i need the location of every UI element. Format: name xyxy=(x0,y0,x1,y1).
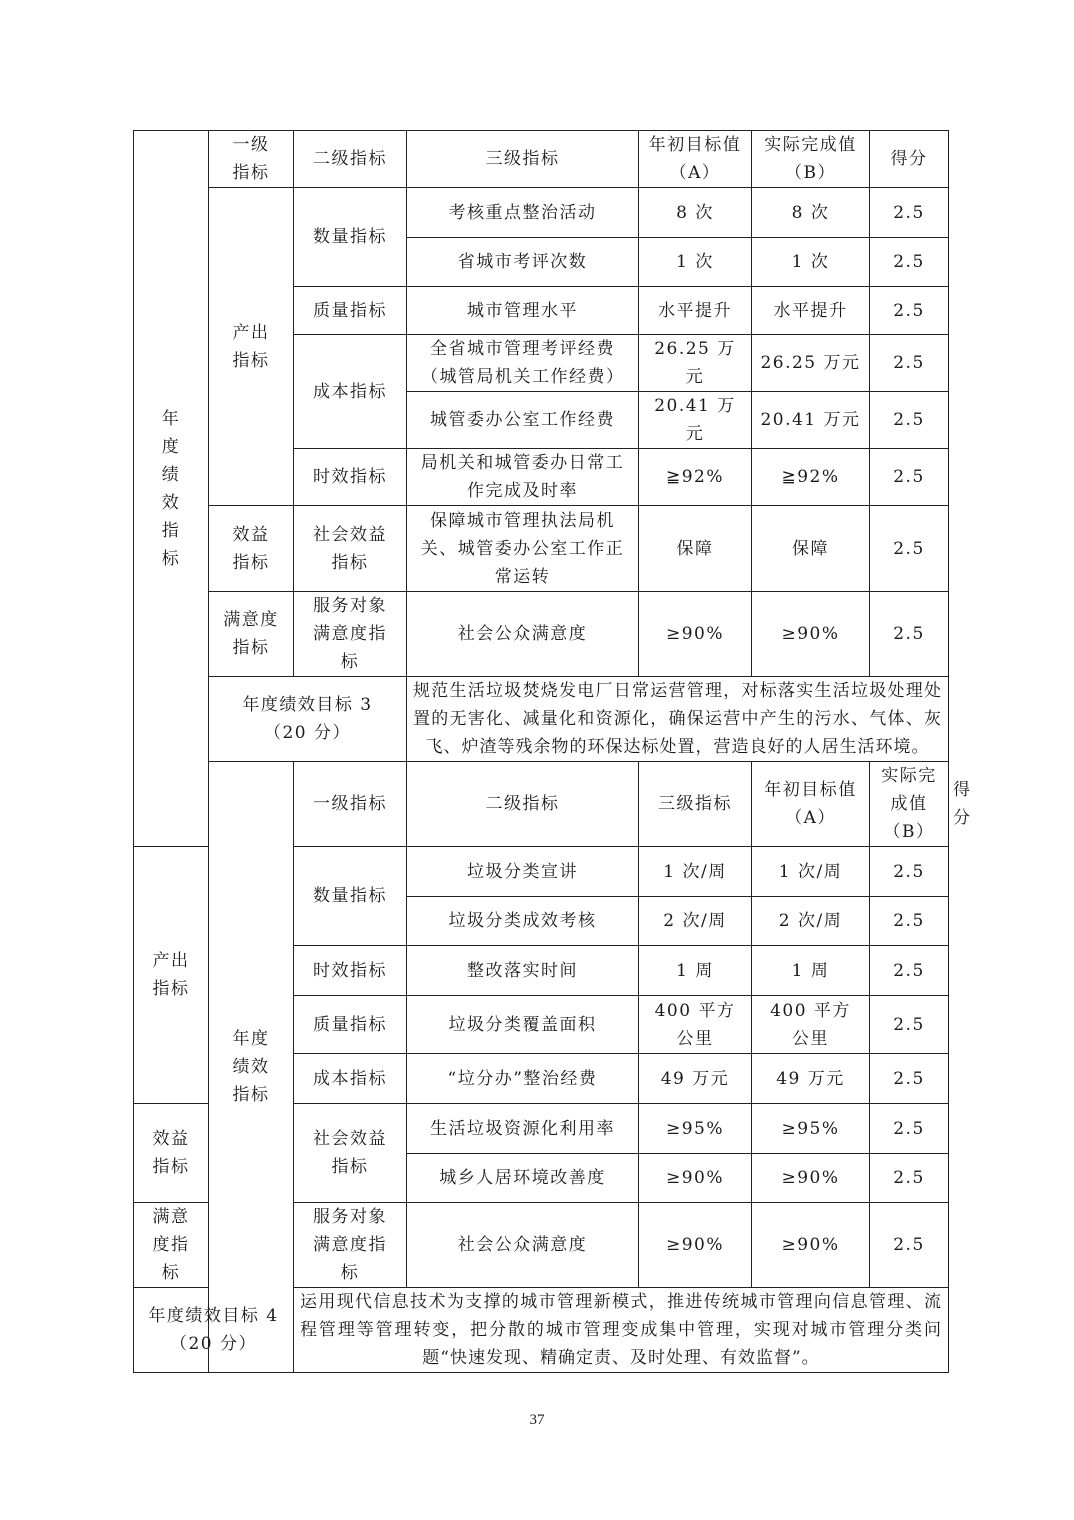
actual-cell: 2 次/周 xyxy=(752,897,870,946)
social-benefit-label: 社会效益指标 xyxy=(294,506,407,592)
service-satisfaction-label: 服务对象满意度指标 xyxy=(294,1203,407,1288)
header-actual: 实际完成值（B） xyxy=(752,131,870,188)
actual-cell: 保障 xyxy=(752,506,870,592)
score-cell: 2.5 xyxy=(870,188,949,238)
header-level3: 三级指标 xyxy=(639,762,752,847)
actual-cell: ≥90% xyxy=(752,592,870,677)
target-cell: 20.41 万元 xyxy=(639,392,752,449)
target-cell: ≧92% xyxy=(639,449,752,506)
indicator-cell: 社会公众满意度 xyxy=(407,1203,639,1288)
indicator-cell: 城市管理水平 xyxy=(407,287,639,335)
actual-cell: ≥95% xyxy=(752,1104,870,1154)
score-cell: 2.5 xyxy=(870,1203,949,1288)
target-cell: 8 次 xyxy=(639,188,752,238)
score-cell: 2.5 xyxy=(870,238,949,287)
header-level1: 一级指标 xyxy=(209,131,294,188)
timeliness-indicator-label: 时效指标 xyxy=(294,946,407,996)
page-number: 37 xyxy=(529,1412,545,1428)
header-row xyxy=(134,131,949,188)
target-cell: ≥90% xyxy=(639,592,752,677)
indicator-cell: 局机关和城管委办日常工作完成及时率 xyxy=(407,449,639,506)
cost-indicator-label: 成本指标 xyxy=(294,335,407,449)
output-indicator-label: 产出指标 xyxy=(209,188,294,506)
header-level2: 二级指标 xyxy=(407,762,639,847)
score-cell: 2.5 xyxy=(870,1154,949,1203)
header-level1: 一级指标 xyxy=(294,762,407,847)
performance-table xyxy=(133,130,972,1373)
satisfaction-indicator-label: 满意度指标 xyxy=(134,1203,209,1288)
indicator-cell: 城管委办公室工作经费 xyxy=(407,392,639,449)
header-level2: 二级指标 xyxy=(294,131,407,188)
indicator-cell: 城乡人居环境改善度 xyxy=(407,1154,639,1203)
annual-indicator-label: 年度绩效指标 xyxy=(134,131,209,847)
indicator-cell: 垃圾分类覆盖面积 xyxy=(407,996,639,1054)
satisfaction-indicator-label: 满意度指标 xyxy=(209,592,294,677)
goal4-label-line2: （20 分） xyxy=(169,1334,258,1354)
score-cell: 2.5 xyxy=(870,287,949,335)
score-cell: 2.5 xyxy=(870,1104,949,1154)
indicator-cell: 保障城市管理执法局机关、城管委办公室工作正常运转 xyxy=(407,506,639,592)
indicator-cell: 生活垃圾资源化利用率 xyxy=(407,1104,639,1154)
benefit-indicator-label: 效益指标 xyxy=(209,506,294,592)
actual-cell: 1 次/周 xyxy=(752,847,870,897)
actual-cell: ≧92% xyxy=(752,449,870,506)
actual-cell: 400 平方公里 xyxy=(752,996,870,1054)
target-cell: ≥90% xyxy=(639,1203,752,1288)
score-cell: 2.5 xyxy=(870,506,949,592)
service-satisfaction-label: 服务对象满意度指标 xyxy=(294,592,407,677)
goal3-label-line1: 年度绩效目标 3 xyxy=(242,695,373,715)
indicator-cell: “垃分办”整治经费 xyxy=(407,1054,639,1104)
goal3-label xyxy=(209,677,407,762)
actual-cell: 水平提升 xyxy=(752,287,870,335)
target-cell: 26.25 万元 xyxy=(639,335,752,392)
score-cell: 2.5 xyxy=(870,592,949,677)
target-cell: 1 周 xyxy=(639,946,752,996)
target-cell: 1 次/周 xyxy=(639,847,752,897)
actual-cell: 8 次 xyxy=(752,188,870,238)
score-cell: 2.5 xyxy=(870,847,949,897)
indicator-cell: 整改落实时间 xyxy=(407,946,639,996)
table-row xyxy=(134,506,949,592)
target-cell: 1 次 xyxy=(639,238,752,287)
target-cell: 400 平方公里 xyxy=(639,996,752,1054)
actual-cell: 26.25 万元 xyxy=(752,335,870,392)
actual-cell: ≥90% xyxy=(752,1154,870,1203)
quality-indicator-label: 质量指标 xyxy=(294,287,407,335)
goal3-text: 规范生活垃圾焚烧发电厂日常运营管理，对标落实生活垃圾处理处置的无害化、减量化和资源化，确保运营中产生的污水、气体、灰飞、炉渣等残余物的环保达标处置，营造良好的人居生活环境。 xyxy=(407,677,949,762)
quantity-indicator-label: 数量指标 xyxy=(294,188,407,287)
benefit-indicator-label: 效益指标 xyxy=(134,1104,209,1203)
score-cell: 2.5 xyxy=(870,996,949,1054)
target-cell: ≥90% xyxy=(639,1154,752,1203)
cost-indicator-label: 成本指标 xyxy=(294,1054,407,1104)
indicator-cell: 垃圾分类成效考核 xyxy=(407,897,639,946)
target-cell: 保障 xyxy=(639,506,752,592)
goal-row xyxy=(134,1288,949,1373)
indicator-cell: 垃圾分类宣讲 xyxy=(407,847,639,897)
target-cell: 49 万元 xyxy=(639,1054,752,1104)
actual-cell: ≥90% xyxy=(752,1203,870,1288)
header-row: 年度绩效指标 一级指标 二级指标 三级指标 年初目标值（A） 实际完成值（B） 得分 xyxy=(134,762,949,847)
score-cell: 2.5 xyxy=(870,897,949,946)
table-row xyxy=(134,592,949,677)
target-cell: 水平提升 xyxy=(639,287,752,335)
indicator-cell: 省城市考评次数 xyxy=(407,238,639,287)
target-cell: 2 次/周 xyxy=(639,897,752,946)
goal4-label-line1: 年度绩效目标 4 xyxy=(148,1306,279,1326)
header-level3: 三级指标 xyxy=(407,131,639,188)
table-row xyxy=(134,188,949,238)
header-actual: 实际完成值（B） xyxy=(870,762,949,847)
indicator-cell: 考核重点整治活动 xyxy=(407,188,639,238)
quantity-indicator-label: 数量指标 xyxy=(294,847,407,946)
timeliness-indicator-label: 时效指标 xyxy=(294,449,407,506)
annual-indicator-label: 年度绩效指标 xyxy=(209,762,294,1373)
header-target: 年初目标值（A） xyxy=(639,131,752,188)
score-cell: 2.5 xyxy=(870,449,949,506)
score-cell: 2.5 xyxy=(870,1054,949,1104)
indicator-cell: 社会公众满意度 xyxy=(407,592,639,677)
quality-indicator-label: 质量指标 xyxy=(294,996,407,1054)
score-cell: 2.5 xyxy=(870,946,949,996)
actual-cell: 1 周 xyxy=(752,946,870,996)
score-cell: 2.5 xyxy=(870,392,949,449)
header-target: 年初目标值（A） xyxy=(752,762,870,847)
actual-cell: 20.41 万元 xyxy=(752,392,870,449)
goal4-label xyxy=(134,1288,294,1373)
actual-cell: 1 次 xyxy=(752,238,870,287)
score-cell: 2.5 xyxy=(870,335,949,392)
goal-row xyxy=(134,677,949,762)
output-indicator-label: 产出指标 xyxy=(134,847,209,1104)
indicator-cell: 全省城市管理考评经费（城管局机关工作经费） xyxy=(407,335,639,392)
goal4-text: 运用现代信息技术为支撑的城市管理新模式，推进传统城市管理向信息管理、流程管理等管理转变，把分散的城市管理变成集中管理，实现对城市管理分类问题“快速发现、精确定责、及时处理、有效监督”。 xyxy=(294,1288,949,1373)
target-cell: ≥95% xyxy=(639,1104,752,1154)
goal3-label-line2: （20 分） xyxy=(263,723,352,743)
social-benefit-label: 社会效益指标 xyxy=(294,1104,407,1203)
actual-cell: 49 万元 xyxy=(752,1054,870,1104)
header-score: 得分 xyxy=(870,131,949,188)
